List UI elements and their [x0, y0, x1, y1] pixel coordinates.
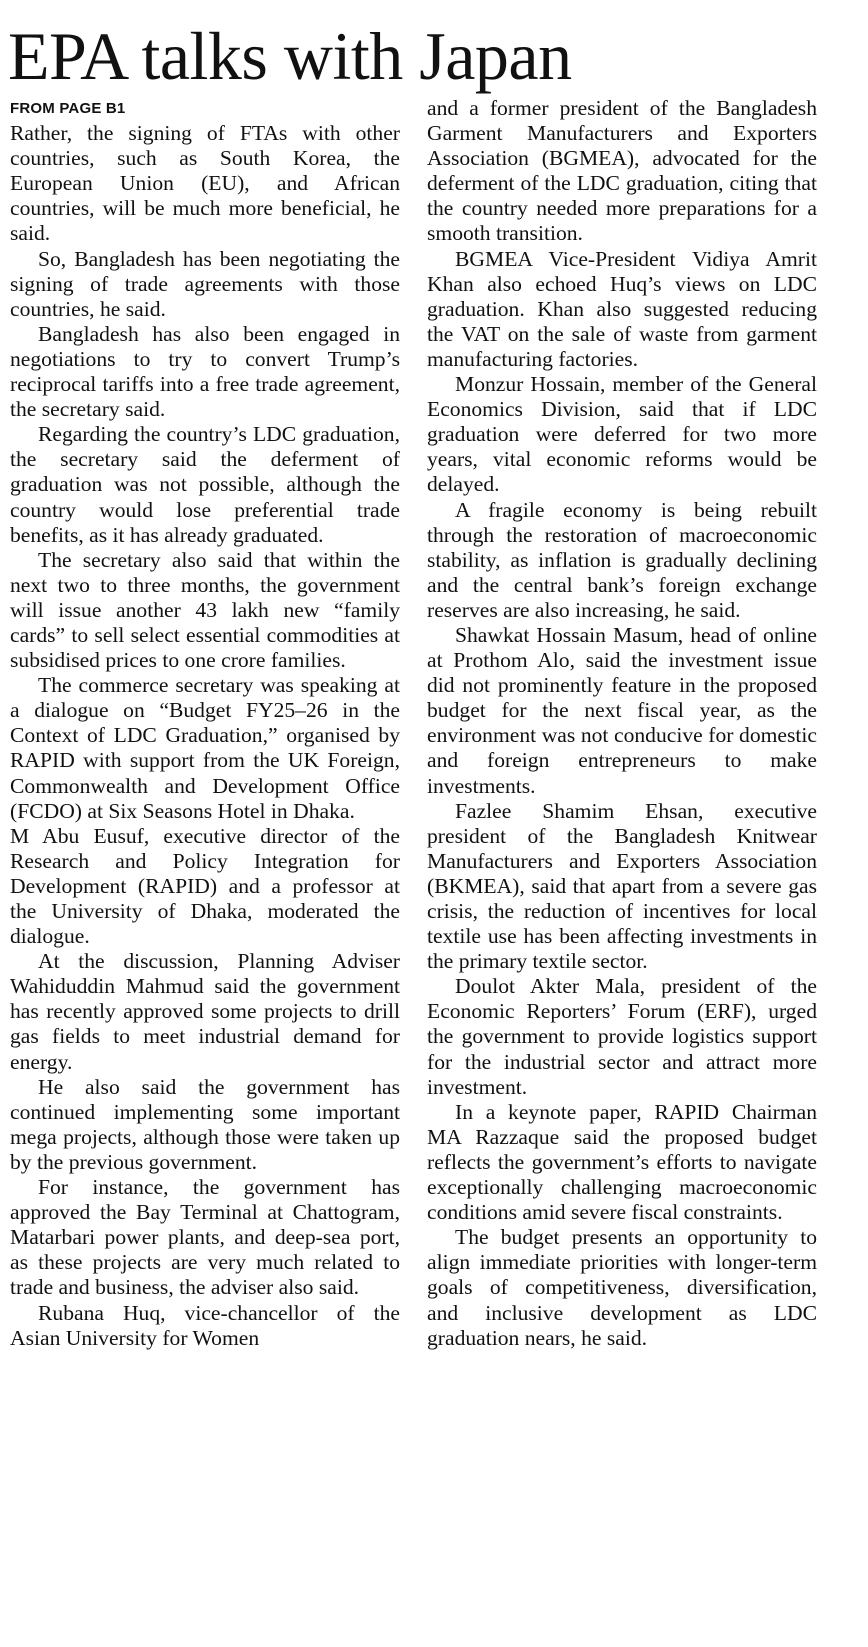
paragraph: The secretary also said that within the next two to three months, the government will issue another 43 lakh new “family cards” to sell select essential commodities at subsidised prices to one crore families.: [10, 547, 400, 673]
paragraph: The commerce secretary was speaking at a dialogue on “Budget FY25–26 in the Context of LDC Graduation,” organised by RAPID with support from the UK Foreign, Commonwealth and Development Office (FCDO) at Six Seasons Hotel in Dhaka.: [10, 673, 400, 823]
paragraph: Monzur Hossain, member of the General Economics Division, said that if LDC graduation were deferred for two more years, vital economic reforms would be delayed.: [427, 372, 817, 497]
article-headline: EPA talks with Japan: [8, 18, 572, 94]
paragraph: Bangladesh has also been engaged in negotiations to try to convert Trump’s reciprocal tariffs into a free trade agreement, the secretary said.: [10, 321, 400, 422]
paragraph: Rather, the signing of FTAs with other countries, such as South Korea, the European Union (EU), and African countries, will be much more beneficial, he said.: [10, 121, 400, 246]
paragraph: A fragile economy is being rebuilt through the restoration of macroeconomic stability, as inflation is gradually declining and the central bank’s foreign exchange reserves are also increasing, he said.: [427, 497, 817, 622]
paragraph: So, Bangladesh has been negotiating the signing of trade agreements with those countries, he said.: [10, 246, 400, 321]
paragraph: Fazlee Shamim Ehsan, executive president of the Bangladesh Knitwear Manufacturers and Exporters Association (BKMEA), said that apart from a severe gas crisis, the reduction of incentives for local textile use has been affecting investments in the primary textile sector.: [427, 798, 817, 974]
paragraph: The budget presents an opportunity to align immediate priorities with longer-term goals of competitiveness, diversification, and inclusive development as LDC graduation nears, he said.: [427, 1225, 817, 1350]
paragraph: Shawkat Hossain Masum, head of online at Prothom Alo, said the investment issue did not prominently feature in the proposed budget for the next fiscal year, as the environment was not conducive for domestic and foreign entrepreneurs to make investments.: [427, 622, 817, 798]
paragraph: He also said the government has continued implementing some important mega projects, although those were taken up by the previous government.: [10, 1074, 400, 1174]
paragraph: BGMEA Vice-President Vidiya Amrit Khan also echoed Huq’s views on LDC graduation. Khan also suggested reducing the VAT on the sale of waste from garment manufacturing factories.: [427, 246, 817, 371]
paragraph: Regarding the country’s LDC graduation, the secretary said the deferment of graduation was not possible, although the country would lose preferential trade benefits, as it has already graduated.: [10, 422, 400, 547]
paragraph: For instance, the government has approved the Bay Terminal at Chattogram, Matarbari power plants, and deep-sea port, as these projects are very much related to trade and business, the adviser also said.: [10, 1175, 400, 1300]
paragraph: In a keynote paper, RAPID Chairman MA Razzaque said the proposed budget reflects the government’s efforts to navigate exceptionally challenging macroeconomic conditions amid severe fiscal constraints.: [427, 1099, 817, 1225]
paragraph: M Abu Eusuf, executive director of the Research and Policy Integration for Development (RAPID) and a professor at the University of Dhaka, moderated the dialogue.: [10, 823, 400, 949]
paragraph: Rubana Huq, vice-chancellor of the Asian University for Women: [10, 1300, 400, 1350]
continued-from-label: FROM PAGE B1: [10, 100, 126, 117]
article-column-left: [10, 96, 400, 1351]
paragraph: At the discussion, Planning Adviser Wahiduddin Mahmud said the government has recently approved some projects to drill gas fields to meet industrial demand for energy.: [10, 949, 400, 1074]
paragraph: Doulot Akter Mala, president of the Economic Reporters’ Forum (ERF), urged the government to provide logistics support for the industrial sector and attract more investment.: [427, 974, 817, 1099]
article-column-right: [427, 96, 817, 1351]
paragraph: and a former president of the Bangladesh Garment Manufacturers and Exporters Association (BGMEA), advocated for the deferment of the LDC graduation, citing that the country needed more preparations for a smooth transition.: [427, 96, 817, 246]
